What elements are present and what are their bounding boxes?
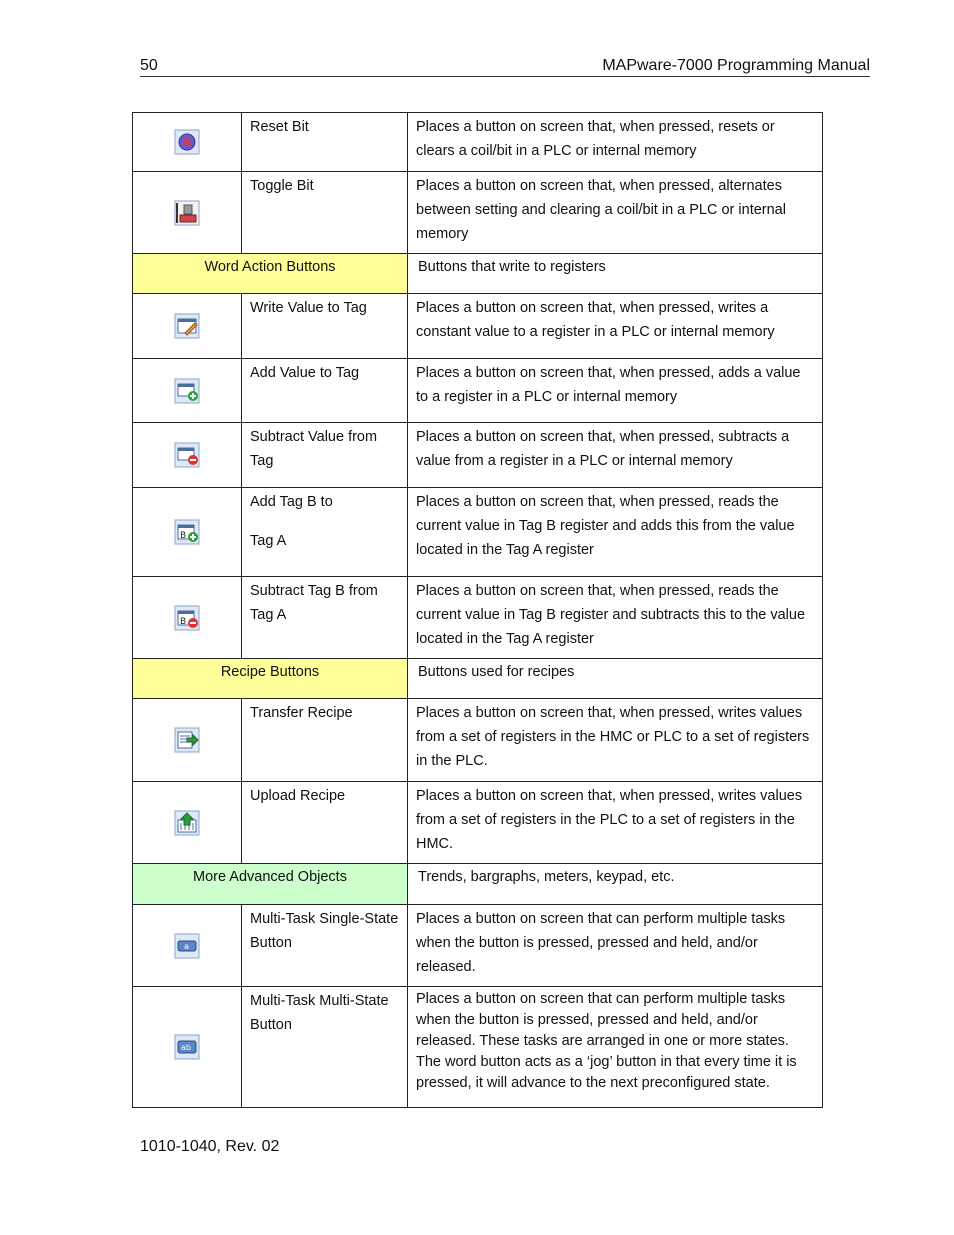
- table-row: [133, 782, 823, 864]
- section-row: [133, 254, 823, 294]
- manual-title: MAPware-7000 Programming Manual: [602, 57, 870, 74]
- table-row: [133, 294, 823, 359]
- page-header: [140, 57, 870, 77]
- object-name: Multi-Task Single-State Button: [242, 905, 408, 987]
- page-footer: 1010-1040, Rev. 02: [140, 1138, 280, 1155]
- section-description: Trends, bargraphs, meters, keypad, etc.: [408, 864, 823, 905]
- object-name: Add Tag B to: [250, 494, 333, 510]
- add-tag-icon: [173, 519, 201, 545]
- object-description: Places a button on screen that, when pressed, subtracts a value from a register in a PLC or internal memory: [408, 423, 823, 488]
- toggle-bit-icon: [173, 200, 201, 226]
- page-number: 50: [140, 57, 158, 74]
- subtract-tag-icon: [173, 605, 201, 631]
- svg-text:ab: ab: [181, 1043, 191, 1052]
- table-row: [133, 359, 823, 423]
- object-name: Multi-Task Multi-State Button: [242, 987, 408, 1108]
- table-row: [133, 423, 823, 488]
- table-row: [133, 488, 823, 577]
- svg-text:a: a: [184, 941, 189, 951]
- subtract-value-icon: [173, 442, 201, 468]
- object-name: Add Value to Tag: [242, 359, 408, 423]
- multi-task-single-icon: [173, 933, 201, 959]
- table-row: [133, 905, 823, 987]
- svg-text:B: B: [180, 531, 187, 541]
- object-description: Places a button on screen that can perform multiple tasks when the button is pressed, pressed and held, and/or released.: [408, 905, 823, 987]
- object-description: Places a button on screen that, when pressed, reads the current value in Tag B register and subtracts this to the value located in the Tag A register: [408, 577, 823, 659]
- reset-bit-icon: [173, 129, 201, 155]
- object-name: Subtract Value from Tag: [242, 423, 408, 488]
- upload-recipe-icon: [173, 810, 201, 836]
- write-value-icon: [173, 313, 201, 339]
- add-value-icon: [173, 378, 201, 404]
- button-objects-table: [132, 112, 823, 1108]
- section-row: [133, 659, 823, 699]
- object-name-continued: Tag A: [250, 533, 287, 549]
- table-row: [133, 699, 823, 782]
- object-description: Places a button on screen that, when pressed, writes values from a set of registers in the PLC to a set of registers in the HMC.: [408, 782, 823, 864]
- section-description: Buttons used for recipes: [408, 659, 823, 699]
- table-row: [133, 577, 823, 659]
- object-name: Toggle Bit: [242, 172, 408, 254]
- object-description: Places a button on screen that, when pressed, writes a constant value to a register in a PLC or internal memory: [408, 294, 823, 359]
- object-name: Subtract Tag B from Tag A: [242, 577, 408, 659]
- object-name: Transfer Recipe: [242, 699, 408, 782]
- object-description: Places a button on screen that, when pressed, resets or clears a coil/bit in a PLC or internal memory: [408, 113, 823, 172]
- table-row: [133, 172, 823, 254]
- multi-task-multi-icon: [173, 1034, 201, 1060]
- object-description: Places a button on screen that, when pressed, reads the current value in Tag B register and adds this from the value located in the Tag A register: [408, 488, 823, 577]
- object-description: Places a button on screen that, when pressed, adds a value to a register in a PLC or internal memory: [408, 359, 823, 423]
- section-description: Buttons that write to registers: [408, 254, 823, 294]
- svg-text:B: B: [180, 616, 187, 627]
- section-row: [133, 864, 823, 905]
- object-description: Places a button on screen that can perform multiple tasks when the button is pressed, pressed and held, and/or released. These tasks are arranged in one or more states. The word button acts as a ‘jog’ button in that every time it is pressed, it will advance to the next preconfigured state.: [408, 987, 823, 1108]
- table-row: [133, 987, 823, 1108]
- table-row: [133, 113, 823, 172]
- section-heading: Recipe Buttons: [133, 659, 408, 699]
- object-description: Places a button on screen that, when pressed, alternates between setting and clearing a coil/bit in a PLC or internal memory: [408, 172, 823, 254]
- transfer-recipe-icon: [173, 727, 201, 753]
- section-heading: More Advanced Objects: [133, 864, 408, 905]
- section-heading: Word Action Buttons: [133, 254, 408, 294]
- object-name: Write Value to Tag: [242, 294, 408, 359]
- object-description: Places a button on screen that, when pressed, writes values from a set of registers in the HMC or PLC to a set of registers in the PLC.: [408, 699, 823, 782]
- object-name: Reset Bit: [242, 113, 408, 172]
- object-name: Upload Recipe: [242, 782, 408, 864]
